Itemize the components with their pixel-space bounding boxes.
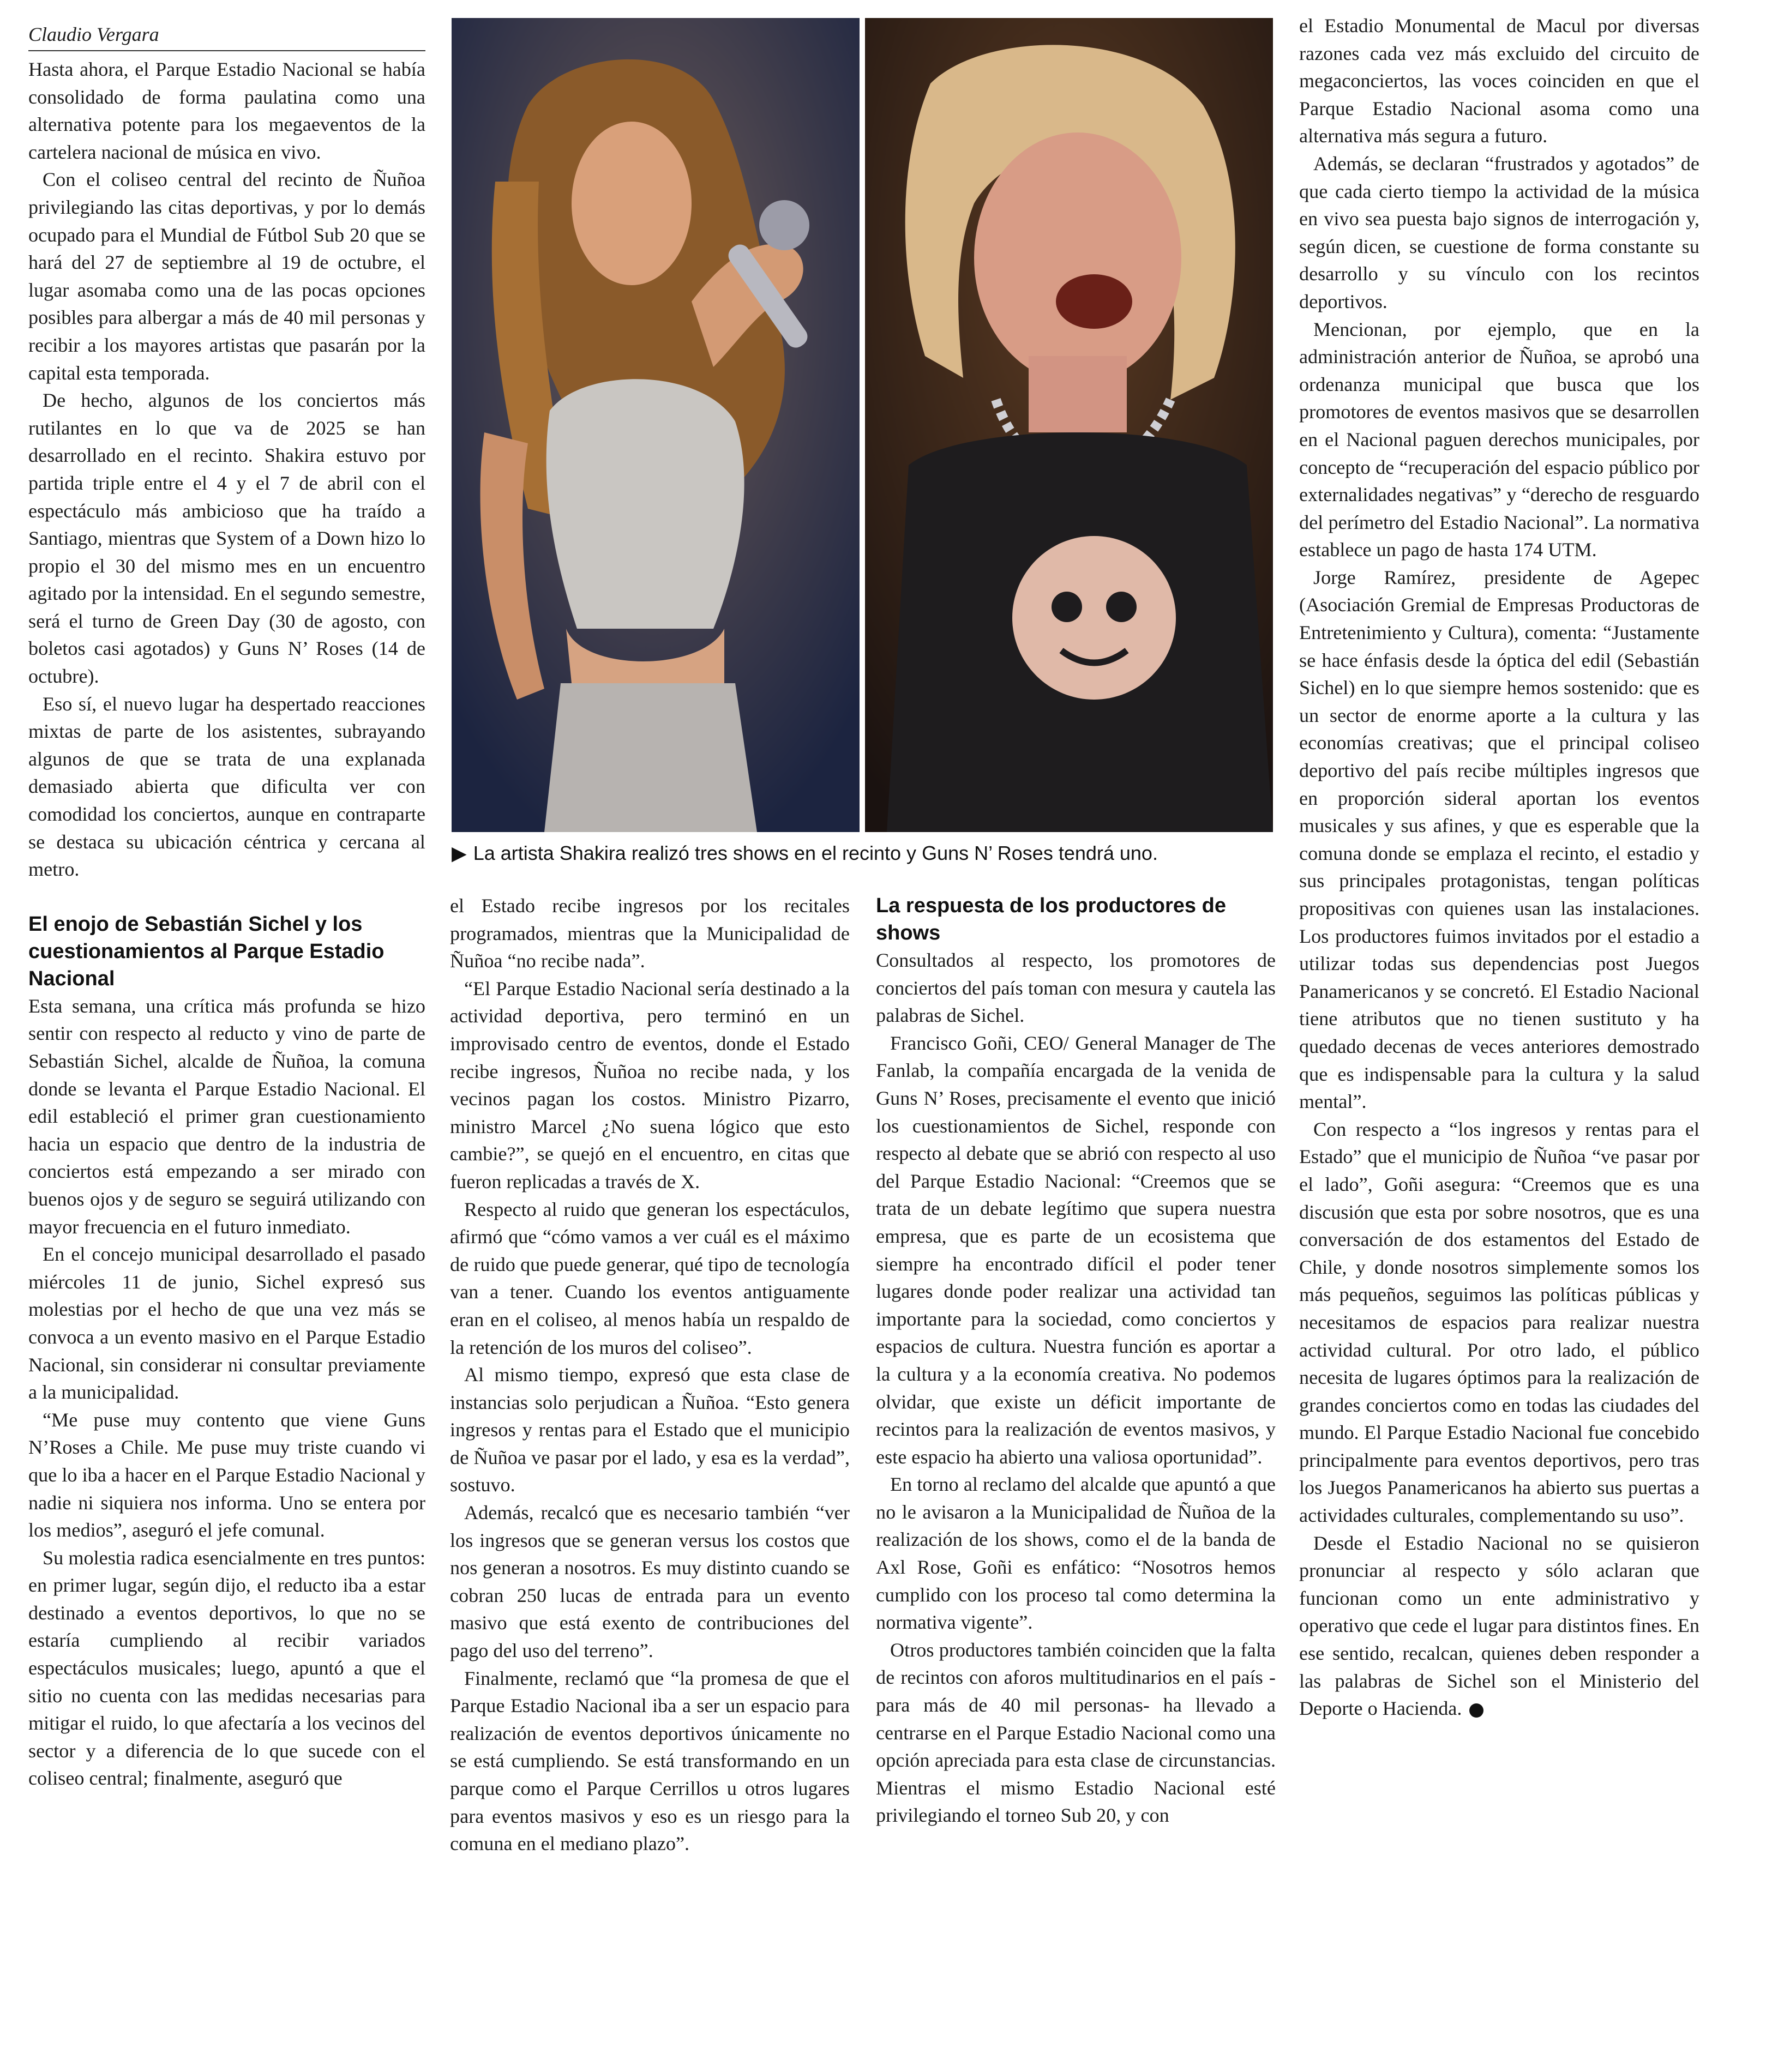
paragraph: Su molestia radica esencialmente en tres puntos: en primer lugar, según dijo, el reducto iba a estar destinado a eventos deportivos, lo que no se estaría cumpliendo al recibir variados espectáculos musicales; luego, apuntó a que el sitio no cuenta con las medidas necesarias para mitigar el ruido, lo que afectaría a los vecinos del sector y a diferencia de lo que sucede con el coliseo central; finalmente, aseguró que (28, 1546, 425, 1790)
paragraph: Además, recalcó que es necesario también “ver los ingresos que se generan versus los costos que nos generan a nosotros. Es muy distinto cuando se cobran 250 lucas de entrada para un evento masivo que está exento de contribuciones del pago del uso del terreno”. (450, 1502, 850, 1662)
article-column-1 (28, 21, 425, 1792)
paragraph: En torno al reclamo del alcalde que apuntó a que no le avisaron a la Municipalidad de Ñuñoa de la realización de los shows, como el de la banda de Axl Rose, Goñi es enfático: “Nosotros hemos cumplido con los proceso tal como determina la normativa vigente”. (876, 1473, 1276, 1634)
photo-pair (452, 18, 1273, 832)
article-column-4 (1299, 12, 1699, 1722)
paragraph: Respecto al ruido que generan los espectáculos, afirmó que “cómo vamos a ver cuál es el máximo de ruido que puede generar, qué tipo de tecnología van a tener. Cuando los eventos antiguamente eran en el coliseo, al menos había un respaldo de la retención de los muros del coliseo”. (450, 1198, 850, 1358)
article-column-2 (450, 892, 850, 1858)
paragraph: De hecho, algunos de los conciertos más rutilantes en lo que va de 2025 se han desarrollado en el recinto. Shakira estuvo por partida triple entre el 4 y el 7 de abril con el espectáculo más ambicioso que ha traído a Santiago, mientras que System of a Down hizo lo propio el 30 del mismo mes en un encuentro agitado por la intensidad. En el segundo semestre, será el turno de Green Day (30 de agosto, con boletos casi agotados) y Guns N’ Roses (14 de octubre). (28, 389, 425, 688)
section-heading: La respuesta de los productores de shows (876, 894, 1226, 944)
photo-axl-rose (865, 18, 1273, 832)
paragraph: Eso sí, el nuevo lugar ha despertado reacciones mixtas de parte de los asistentes, subrayando algunos de que se trata de una explanada demasiado abierta que dificulta ver con comodidad los conciertos, aunque en contraparte se destaca su ubicación céntrica y cercana al metro. (28, 692, 425, 881)
paragraph: Con respecto a “los ingresos y rentas para el Estado” que el municipio de Ñuñoa “ve pasar por el lado”, Goñi asegura: “Creemos que es una discusión que esta por sobre nosotros, que es una conversación de dos estamentos del Estado de Chile, y donde nosotros simplemente somos los más pequeños, seguimos las políticas públicas y necesitamos de espacios para realizar nuestra actividad cultural. Por otro lado, el público necesita de lugares óptimos para la realización de grandes conciertos como en todas las ciudades del mundo. El Parque Estadio Nacional fue concebido principalmente para eventos deportivos, pero tras los Juegos Panamericanos ha abierto sus puertas a actividades culturales, complementando su uso”. (1299, 1118, 1699, 1527)
paragraph: Mencionan, por ejemplo, que en la administración anterior de Ñuñoa, se aprobó una ordenanza municipal que busca que los promotores de eventos masivos que se desarrollen en el Nacional paguen derechos municipales, por concepto de “recuperación del espacio público por externalidades negativas” y “derecho de resguardo del perímetro del Estadio Nacional”. La normativa establece un pago de hasta 174 UTM. (1299, 318, 1699, 561)
paragraph-text: Desde el Estadio Nacional no se quisieron pronunciar al respecto y sólo aclaran que funcionan como un ente administrativo y operativo que cede el lugar para distintos fines. En ese sentido, recalcan, quienes deben responder a las palabras de Sichel son el Ministerio del Deporte o Hacienda. (1299, 1532, 1699, 1720)
paragraph: Al mismo tiempo, expresó que esta clase de instancias solo perjudican a Ñuñoa. “Esto genera ingresos y rentas para el Estado que el municipio de Ñuñoa ve pasar por el lado, y esa es la verdad”, sostuvo. (450, 1364, 850, 1496)
paragraph: el Estado recibe ingresos por los recitales programados, mientras que la Municipalidad de Ñuñoa “no recibe nada”. (450, 895, 850, 972)
paragraph: Hasta ahora, el Parque Estadio Nacional se había consolidado de forma paulatina como una alternativa potente para los megaeventos de la cartelera nacional de música en vivo. (28, 58, 425, 163)
end-of-article-icon (1469, 1703, 1483, 1718)
paragraph: Con el coliseo central del recinto de Ñuñoa privilegiando las citas deportivas, y por lo demás ocupado para el Mundial de Fútbol Sub 20 que se hará del 27 de septiembre al 19 de octubre, el lugar asomaba como una de las pocas opciones posibles para albergar a más de 40 mil personas y recibir a los mayores artistas que pasarán por la capital esta temporada. (28, 168, 425, 384)
paragraph (1299, 1529, 1699, 1722)
photo-caption (452, 840, 1275, 867)
paragraph: Esta semana, una crítica más profunda se hizo sentir con respecto al reducto y vino de parte de Sebastián Sichel, alcalde de Ñuñoa, la comuna donde se levanta el Parque Estadio Nacional. El edil estableció el primer gran cuestionamiento hacia un espacio que dentro de la industria de conciertos está empezando a ser mirado con buenos ojos y de seguro se seguirá utilizando con mayor frecuencia en el futuro inmediato. (28, 995, 425, 1238)
paragraph: Jorge Ramírez, presidente de Agepec (Asociación Gremial de Empresas Productoras de Entretenimiento y Cultura), comenta: “Justamente se hace énfasis desde la óptica del edil (Sebastián Sichel) en lo que siempre hemos sostenido: que es un sector de enorme aporte a la cultura y las economías creativas; que el principal coliseo deportivo del país recibe múltiples ingresos que en proporción sideral aportan los eventos musicales y sus afines, y que es esperable que la comuna donde se emplaza el recinto, el estadio y sus principales protagonistas, tengan políticas propositivas con quienes usan las instalaciones. Los productores fuimos invitados por el estadio a utilizar todas sus dependencias post Juegos Panamericanos y se concretó. El Estadio Nacional tiene atributos que no tienen sustituto y ha quedado decenas de veces anteriores demostrado que es indispensable para la cultura y la salud mental”. (1299, 566, 1699, 1113)
photo-shakira (452, 18, 860, 832)
triangle-icon: ▶ (452, 842, 467, 864)
paragraph: “El Parque Estadio Nacional sería destinado a la actividad deportiva, pero terminó en un improvisado centro de eventos, donde el Estado recibe ingresos, Ñuñoa no recibe nada, y los vecinos pagan los costos. Ministro Pizarro, ministro Marcel ¿No suena lógico que esto cambie?”, se quejó en el encuentro, en citas que fueron replicadas a través de X. (450, 977, 850, 1192)
paragraph: Francisco Goñi, CEO/ General Manager de The Fanlab, la compañía encargada de la venida de Guns N’ Roses, precisamente el evento que inició los cuestionamientos de Sichel, responde con respecto al debate que se abrió con respecto al uso del Parque Estadio Nacional: “Creemos que se trata de un debate legítimo que supera nuestra empresa, que es parte de un ecosistema que siempre ha encontrado difícil el poder tener lugares donde poder realizar una actividad tan importante para la sociedad, como conciertos y espacios de cultura. Nuestra función es aportar a la cultura y a la economía creativa. No podemos olvidar, que existe un déficit importante de recintos para la realización de eventos masivos, y este espacio ha abierto una valiosa oportunidad”. (876, 1032, 1276, 1468)
paragraph: “Me puse muy contento que viene Guns N’Roses a Chile. Me puse muy triste cuando vi que lo iba a hacer en el Parque Estadio Nacional y nadie ni siquiera nos informa. Uno se entera por los medios”, aseguró el jefe comunal. (28, 1408, 425, 1541)
section-heading: El enojo de Sebastián Sichel y los cuestionamientos al Parque Estadio Nacional (28, 912, 385, 990)
paragraph: Finalmente, reclamó que “la promesa de que el Parque Estadio Nacional iba a ser un espacio para realización de eventos deportivos únicamente no se está cumpliendo. Se está transformando en un parque como el Parque Cerrillos u otros lugares para eventos masivos y eso es un riesgo para la comuna en el mediano plazo”. (450, 1667, 850, 1855)
paragraph: Además, se declaran “frustrados y agotados” de que cada cierto tiempo la actividad de la música en vivo sea puesta bajo signos de interrogación y, según dicen, se cuestione de forma constante su desarrollo y su vínculo con los recintos deportivos. (1299, 152, 1699, 312)
paragraph: el Estadio Monumental de Macul por diversas razones cada vez más excluido del circuito de megaconciertos, las voces coinciden en que el Parque Estadio Nacional asoma como una alternativa más segura a futuro. (1299, 15, 1699, 147)
paragraph: Consultados al respecto, los promotores de conciertos del país toman con mesura y cautela las palabras de Sichel. (876, 949, 1276, 1027)
paragraph: Otros productores también coinciden que la falta de recintos con aforos multitudinarios en el país -para más de 40 mil personas- ha llevado a centrarse en el Parque Estadio Nacional como una opción apreciada para esta clase de circunstancias. Mientras el mismo Estadio Nacional esté privilegiando el torneo Sub 20, y con (876, 1639, 1276, 1827)
article-column-3 (876, 892, 1276, 1829)
caption-text: La artista Shakira realizó tres shows en el recinto y Guns N’ Roses tendrá uno. (473, 842, 1158, 864)
paragraph: En el concejo municipal desarrollado el pasado miércoles 11 de junio, Sichel expresó sus molestias por el hecho de que una vez más se convoca a un evento masivo en el Parque Estadio Nacional, sin considerar ni consultar previamente a la municipalidad. (28, 1243, 425, 1404)
byline: Claudio Vergara (28, 21, 425, 51)
